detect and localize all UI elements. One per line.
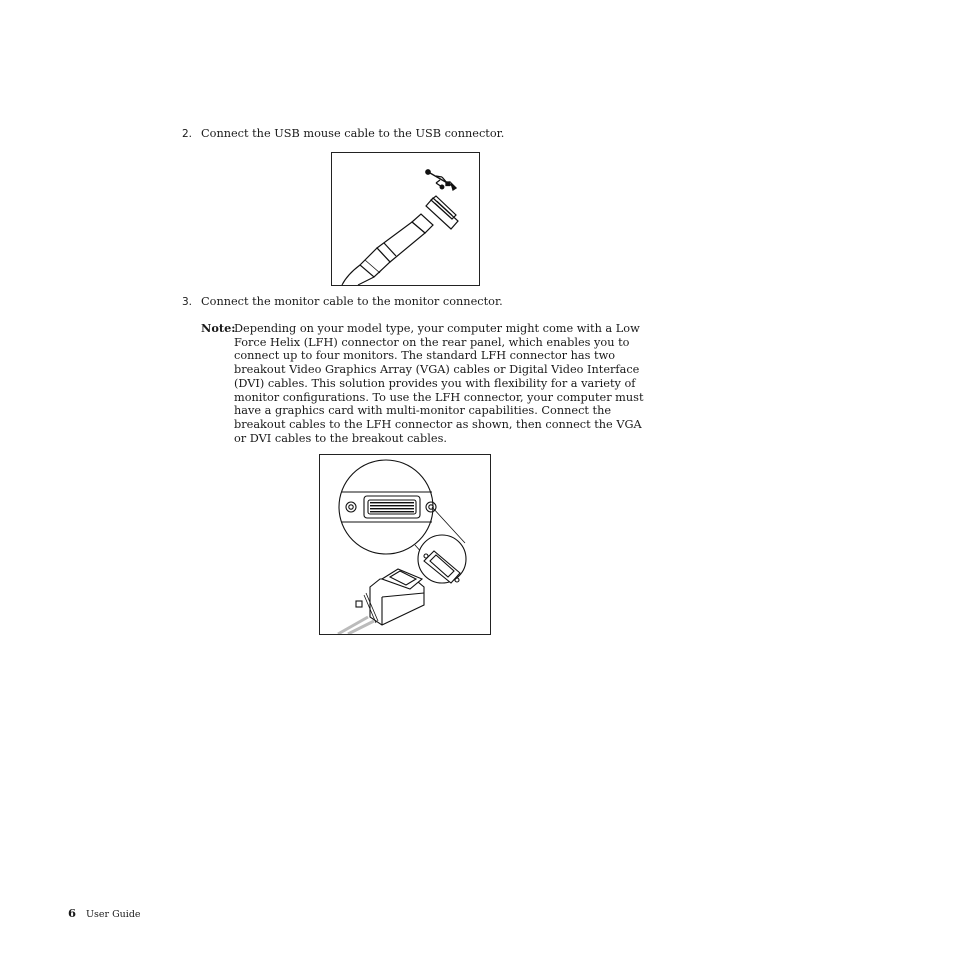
step-3 bbox=[182, 295, 503, 309]
note-line: or DVI cables to the breakout cables. bbox=[234, 431, 447, 445]
note-line: monitor configurations. To use the LFH connector, your computer must bbox=[234, 390, 644, 404]
lfh-connector-figure bbox=[319, 454, 491, 635]
note-text bbox=[234, 322, 644, 445]
note-label: Note: bbox=[201, 321, 236, 335]
step-2 bbox=[182, 127, 504, 141]
step-2-number: 2. bbox=[182, 128, 193, 140]
lfh-port-detail bbox=[418, 535, 466, 583]
usb-icon bbox=[426, 170, 456, 190]
note-line: have a graphics card with multi-monitor capabilities. Connect the bbox=[234, 404, 612, 418]
usb-connector-figure bbox=[331, 152, 480, 286]
step-2-text: Connect the USB mouse cable to the USB connector. bbox=[201, 127, 505, 140]
note-line: (DVI) cables. This solution provides you with flexibility for a variety of bbox=[234, 376, 636, 390]
usb-plug bbox=[360, 214, 433, 277]
step-3-number: 3. bbox=[182, 296, 193, 308]
note-line: Force Helix (LFH) connector on the rear panel, which enables you to bbox=[234, 335, 630, 349]
page-number: 6 bbox=[68, 906, 77, 920]
lfh-cables bbox=[338, 617, 374, 634]
note-line: Depending on your model type, your computer might come with a Low bbox=[234, 322, 640, 335]
page-footer bbox=[68, 902, 141, 921]
note-line: breakout Video Graphics Array (VGA) cables or Digital Video Interface bbox=[234, 363, 640, 377]
document-title: User Guide bbox=[86, 909, 141, 920]
lfh-connector-illustration bbox=[320, 455, 490, 634]
note-line: breakout cables to the LFH connector as shown, then connect the VGA bbox=[234, 417, 642, 431]
note-line: connect up to four monitors. The standard LFH connector has two bbox=[234, 349, 616, 363]
step-3-text: Connect the monitor cable to the monitor connector. bbox=[201, 295, 503, 308]
note-block bbox=[201, 321, 644, 445]
usb-connector-illustration bbox=[332, 153, 479, 285]
